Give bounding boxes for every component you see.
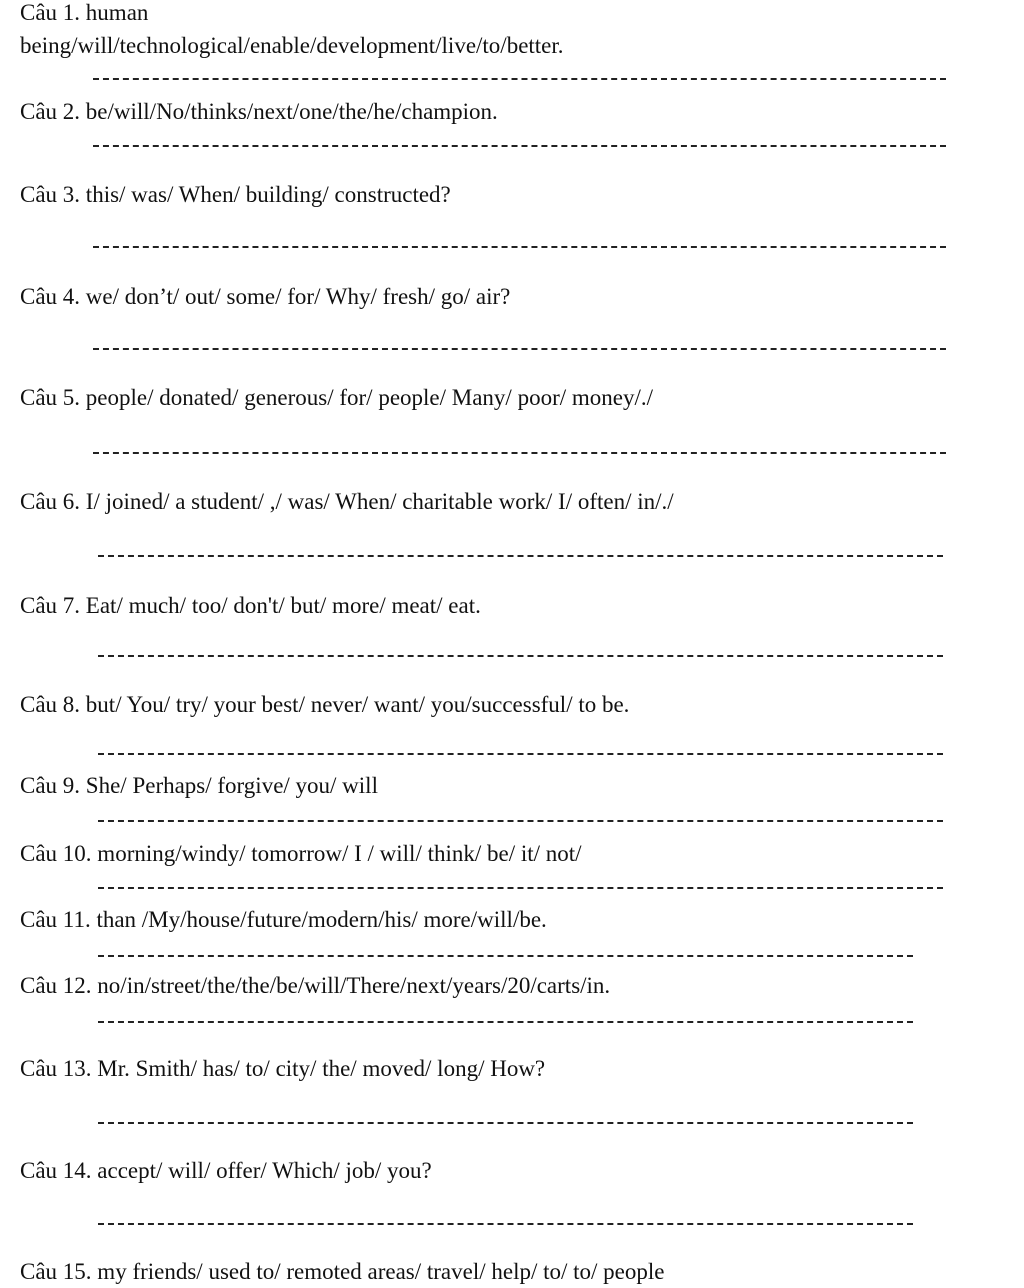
- question-7: Câu 7. Eat/ much/ too/ don't/ but/ more/ meat/ eat.: [20, 593, 481, 618]
- question-5: Câu 5. people/ donated/ generous/ for/ people/ Many/ poor/ money/./: [20, 385, 653, 410]
- question-6: Câu 6. I/ joined/ a student/ ,/ was/ When/ charitable work/ I/ often/ in/./: [20, 489, 674, 514]
- question-1-line-1: Câu 1. human: [20, 0, 149, 25]
- answer-line-12[interactable]: [98, 1021, 913, 1023]
- answer-line-10[interactable]: [98, 887, 943, 889]
- answer-line-1[interactable]: [93, 78, 946, 80]
- answer-line-2[interactable]: [93, 145, 946, 147]
- answer-line-9[interactable]: [98, 820, 943, 822]
- answer-line-14[interactable]: [98, 1223, 913, 1225]
- question-13: Câu 13. Mr. Smith/ has/ to/ city/ the/ moved/ long/ How?: [20, 1056, 546, 1081]
- answer-line-8[interactable]: [98, 753, 943, 755]
- question-11: Câu 11. than /My/house/future/modern/his/ more/will/be.: [20, 907, 547, 932]
- question-4: Câu 4. we/ don’t/ out/ some/ for/ Why/ fresh/ go/ air?: [20, 284, 511, 309]
- question-8: Câu 8. but/ You/ try/ your best/ never/ want/ you/successful/ to be.: [20, 692, 630, 717]
- question-1-line-2: being/will/technological/enable/development/live/to/better.: [20, 33, 564, 58]
- answer-line-3[interactable]: [93, 246, 946, 248]
- question-15: Câu 15. my friends/ used to/ remoted areas/ travel/ help/ to/ to/ people: [20, 1259, 665, 1284]
- question-12: Câu 12. no/in/street/the/the/be/will/There/next/years/20/carts/in.: [20, 973, 611, 998]
- answer-line-7[interactable]: [98, 655, 943, 657]
- question-10: Câu 10. morning/windy/ tomorrow/ I / will/ think/ be/ it/ not/: [20, 841, 582, 866]
- answer-line-13[interactable]: [98, 1122, 913, 1124]
- answer-line-4[interactable]: [93, 348, 946, 350]
- question-2: Câu 2. be/will/No/thinks/next/one/the/he/champion.: [20, 99, 498, 124]
- question-3: Câu 3. this/ was/ When/ building/ constructed?: [20, 182, 451, 207]
- answer-line-6[interactable]: [98, 555, 943, 557]
- answer-line-5[interactable]: [93, 452, 946, 454]
- answer-line-11[interactable]: [98, 955, 913, 957]
- question-14: Câu 14. accept/ will/ offer/ Which/ job/ you?: [20, 1158, 432, 1183]
- question-9: Câu 9. She/ Perhaps/ forgive/ you/ will: [20, 773, 378, 798]
